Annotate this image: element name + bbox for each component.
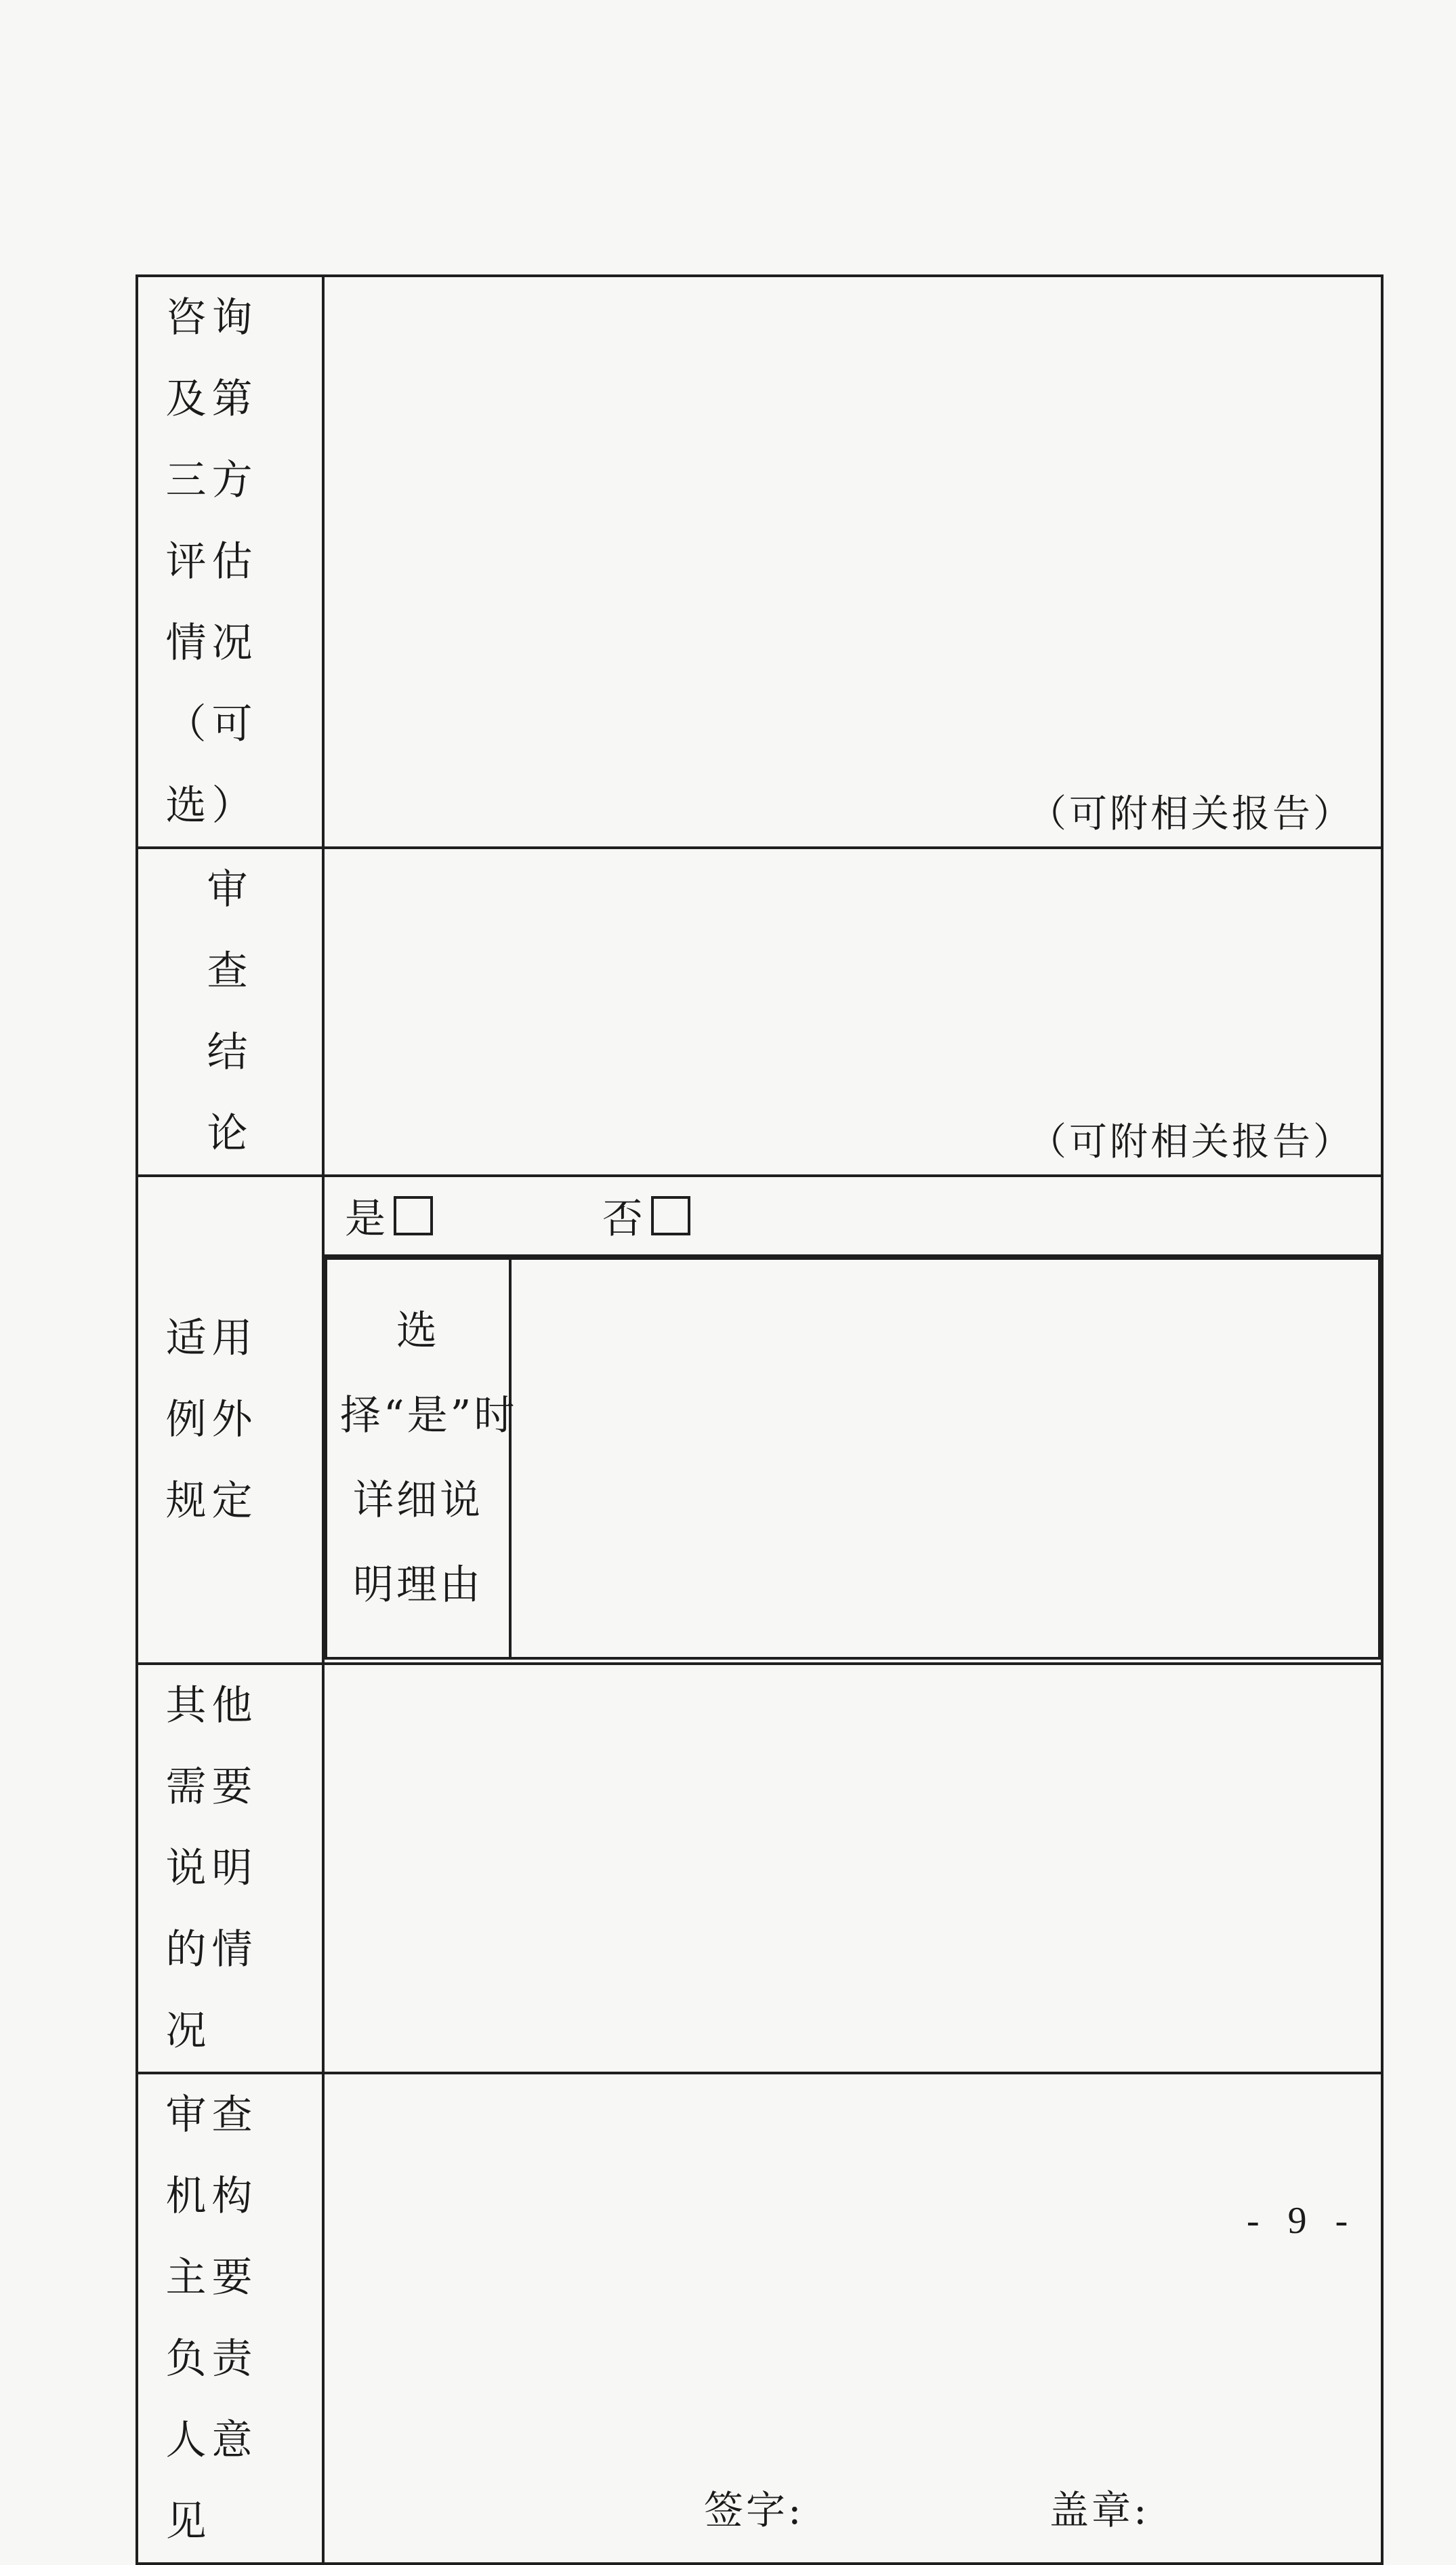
leader-row: [137, 2073, 1382, 2564]
detail-label: 选择“是”时详细说明理由: [340, 1307, 518, 1609]
leader-label: 审查机构主要负责人意见: [165, 2091, 258, 2545]
consult-row: [137, 276, 1382, 848]
seal-label: 盖章:: [1049, 2487, 1150, 2533]
other-content-cell[interactable]: [323, 1664, 1382, 2073]
leader-content-cell[interactable]: [323, 2073, 1382, 2564]
yes-option[interactable]: [345, 1187, 433, 1245]
yes-no-row: [325, 1177, 1381, 1257]
conclusion-attach-note: （可附相关报告）: [1028, 1120, 1354, 1164]
exception-row: [137, 1176, 1382, 1664]
other-row: [137, 1664, 1382, 2073]
review-form-table: [136, 274, 1384, 2565]
detail-label-cell: [326, 1258, 518, 1658]
page-number: - 9 -: [1247, 2200, 1358, 2242]
conclusion-row: [137, 848, 1382, 1176]
consult-content-cell[interactable]: [323, 276, 1382, 848]
sign-label: 签字:: [704, 2487, 804, 2533]
exception-detail-table: [325, 1257, 1381, 1660]
other-label: 其他需要说明的情况: [165, 1682, 258, 2055]
consult-attach-note: （可附相关报告）: [1028, 792, 1354, 836]
exception-content-cell: [323, 1176, 1382, 1664]
conclusion-label-cell: [137, 848, 323, 1176]
yes-checkbox[interactable]: [394, 1196, 433, 1235]
consult-label-cell: [137, 276, 323, 848]
no-option[interactable]: [602, 1187, 690, 1245]
leader-label-cell: [137, 2073, 323, 2564]
yes-label: 是: [345, 1195, 386, 1243]
exception-label: 适用例外规定: [165, 1315, 258, 1525]
exception-label-cell: [137, 1176, 323, 1664]
other-label-cell: [137, 1664, 323, 2073]
consult-label: 咨询及第三方评估情况（可选）: [165, 294, 258, 829]
no-checkbox[interactable]: [651, 1196, 690, 1235]
conclusion-content-cell[interactable]: [323, 848, 1382, 1176]
detail-content-cell[interactable]: [510, 1258, 1379, 1658]
no-label: 否: [602, 1195, 643, 1243]
conclusion-label: 审查结论: [207, 866, 253, 1157]
